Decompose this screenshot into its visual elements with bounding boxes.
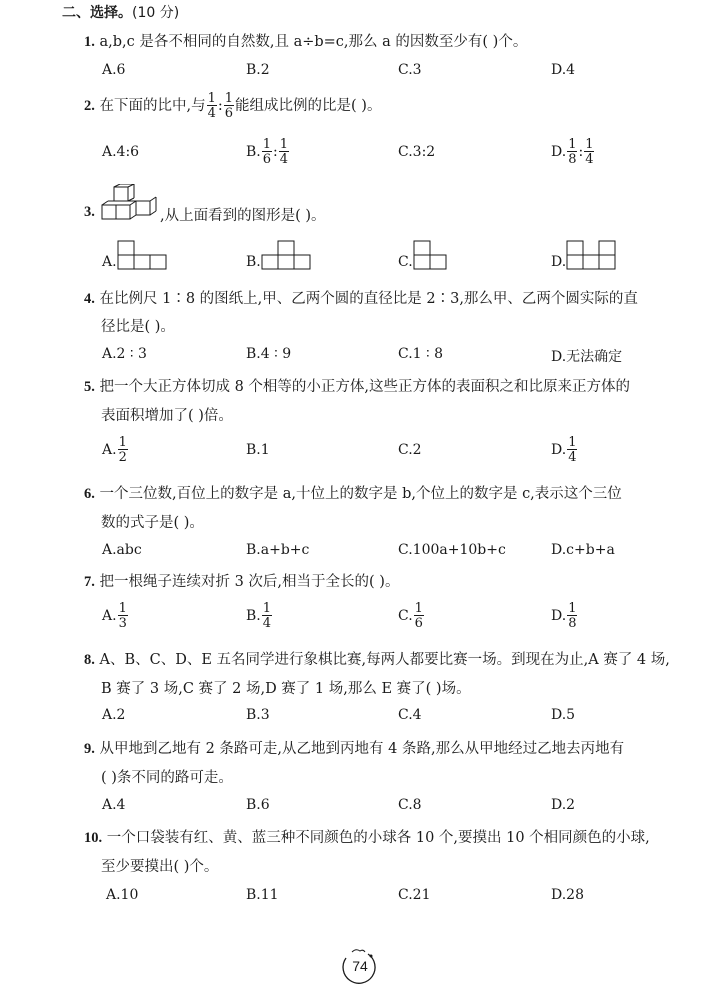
question-text: 从甲地到乙地有 2 条路可走,从乙地到丙地有 4 条路,那么从甲地经过乙地去丙地有 [99, 741, 625, 757]
question-text-line2: B 赛了 3 场,C 赛了 2 场,D 赛了 1 场,那么 E 赛了( )场。 [101, 681, 471, 697]
option-d[interactable]: D.4 [551, 62, 576, 78]
option-d[interactable] [551, 602, 578, 630]
cube-stack-figure [100, 184, 158, 224]
option-label: D. [551, 254, 567, 270]
numerator: 1 [568, 137, 577, 152]
question-number: 6. [84, 486, 95, 502]
question-text-line2: 至少要摸出( )个。 [101, 859, 219, 875]
option-c[interactable]: C.8 [398, 797, 422, 813]
option-b[interactable] [246, 602, 273, 630]
grid-figure-c [413, 240, 447, 270]
option-b[interactable] [246, 240, 311, 270]
option-label: A. [102, 608, 117, 624]
option-a[interactable]: A.2 ∶ 3 [102, 346, 147, 362]
question-number: 5. [84, 379, 95, 395]
option-label: C. [398, 254, 413, 270]
numerator: 1 [224, 91, 234, 106]
option-label: C. [398, 608, 413, 624]
option-a[interactable]: A.10 [106, 887, 139, 903]
fraction [207, 92, 217, 120]
option-b[interactable]: B. $\frac{1}{6}$ : $\frac{1}{4}$ [246, 137, 289, 167]
fraction [262, 138, 272, 166]
numerator: 1 [279, 137, 289, 152]
option-c[interactable]: C.3:2 [398, 144, 436, 160]
option-label: D. [551, 442, 567, 458]
grid-figure-b [261, 240, 311, 270]
numerator: 1 [262, 137, 272, 152]
denominator: 4 [568, 450, 577, 465]
question-text: A、B、C、D、E 五名同学进行象棋比赛,每两人都要比赛一场。到现在为止,A 赛了 4 场, [99, 652, 670, 668]
option-label: B. [246, 144, 261, 160]
question-text: 一个三位数,百位上的数字是 a,十位上的数字是 b,个位上的数字是 c,表示这个三位 [99, 486, 622, 502]
numerator: 1 [118, 601, 127, 616]
question-number: 2. [84, 98, 95, 114]
fraction [414, 602, 424, 630]
denominator: 4 [279, 152, 289, 167]
section-title [62, 2, 179, 22]
numerator: 1 [207, 91, 216, 106]
question-text: 把一根绳子连续对折 3 次后,相当于全长的( )。 [99, 574, 400, 590]
option-c[interactable]: C.1 ∶ 8 [398, 346, 444, 362]
option-d[interactable] [551, 240, 616, 270]
grid-figure-a [117, 240, 167, 270]
fraction [567, 602, 577, 630]
question-text-line2: 数的式子是( )。 [101, 515, 204, 531]
denominator: 4 [262, 616, 272, 631]
question-text-line2: 表面积增加了( )倍。 [101, 408, 233, 424]
option-c[interactable] [398, 240, 447, 270]
question-text-line2: ( )条不同的路可走。 [101, 770, 233, 786]
option-a[interactable] [102, 240, 167, 270]
option-a[interactable]: A.6 [102, 62, 126, 78]
fraction [262, 602, 272, 630]
question-number: 1. [84, 34, 95, 50]
option-b[interactable]: B.3 [246, 707, 270, 723]
numerator: 1 [585, 137, 594, 152]
option-label: A. [102, 254, 117, 270]
option-label: A. [102, 442, 117, 458]
denominator: 6 [224, 106, 234, 121]
worksheet-page: 二、选择。(10 分) 1. a,b,c 是各不相同的自然数,且 a÷b=c,那么 a 的因数至少有( )个。 A.6 B.2 C.3 D.4 2. 在下面的比中,与 $\frac{1}{4}$ : $\frac{1}{6}$ 能组成比例的比是( )。 A.4:6 B. $\frac{1}{6}$ : $\frac{1}{4}$ C.3:2 D. $\frac{1}{8}$ : $\frac{1}{4}$ 3. ,从上面看到的图形是( )。 A. B. C. D. 4. 在比例尺 1∶8 的图纸上,甲、乙两个圆的直径比是 2∶3,那么甲、乙两个圆实际的直 径比是( )。 A.2 ∶ 3 B.4 ∶ 9 C.1 ∶ 8 D.无法确定 5. 把一个大正方体切成 8 个相等的小正方体,这些正方体的表面积之和比原来正方体的 表面积增加了( )倍。 A. $\frac{1}{2}$ B.1 C.2 D. $\frac{1}{4}$ 6. 一个三位数,百位上的数字是 a,十位上的数字是 b,个位上的数字是 c,表示这个三位 数的式子是( )。 A.abc B.a+b+c C.100a+10b+c D.c+b+a 7. 把一根绳子连续对折 3 次后,相当于全长的( )。 A. $\frac{1}{3}$ B. $\frac{1}{4}$ C. $\frac{1}{6}$ D. $\frac{1}{8}$ 8. A、B、C、D、E 五名同学进行象棋比赛,每两人都要比赛一场。到现在为止,A 赛了 4 场, B 赛了 3 场,C 赛了 2 场,D 赛了 1 场,那么 E 赛了( )场。 A.2 B.3 C.4 D.5 9. 从甲地到乙地有 2 条路可走,从乙地到丙地有 4 条路,那么从甲地经过乙地去丙地有 ( )条不同的路可走。 A.4 B.6 C.8 D.2 10. 一个口袋装有红、黄、蓝三种不同颜色的小球各 10 个,要摸出 10 个相同颜色的小球, 至少要摸出( )个。 A.10 B.11 C.21 D.28 74 [0, 0, 723, 992]
denominator: 2 [118, 450, 127, 465]
option-c[interactable]: C.3 [398, 62, 422, 78]
fraction [567, 436, 577, 464]
question-number: 8. [84, 652, 95, 668]
option-label: D. [551, 608, 567, 624]
grid-figure-d [566, 240, 616, 270]
option-d[interactable]: D. $\frac{1}{8}$ : $\frac{1}{4}$ [551, 137, 594, 167]
numerator: 1 [118, 435, 127, 450]
option-b[interactable]: B.11 [246, 887, 279, 903]
fraction [279, 138, 289, 166]
numerator: 1 [568, 435, 577, 450]
option-c[interactable]: C.21 [398, 887, 431, 903]
fraction [118, 436, 128, 464]
option-d[interactable]: D.5 [551, 707, 576, 723]
denominator: 6 [414, 616, 423, 631]
numerator: 1 [262, 601, 272, 616]
section-points: (10 分) [132, 5, 180, 21]
denominator: 6 [262, 152, 272, 167]
option-c[interactable]: C.4 [398, 707, 422, 723]
question-text: 把一个大正方体切成 8 个相等的小正方体,这些正方体的表面积之和比原来正方体的 [99, 379, 631, 395]
fraction [567, 138, 577, 166]
option-a[interactable]: A.4:6 [102, 144, 140, 160]
option-b[interactable]: B.2 [246, 62, 270, 78]
section-title-text: 二、选择。 [62, 5, 132, 21]
question-text: 一个口袋装有红、黄、蓝三种不同颜色的小球各 10 个,要摸出 10 个相同颜色的小球, [106, 830, 650, 846]
denominator: 8 [568, 152, 577, 167]
option-label: D. [551, 144, 567, 160]
question-number: 4. [84, 291, 95, 307]
option-c[interactable] [398, 602, 425, 630]
option-c[interactable]: C.2 [398, 442, 422, 458]
fraction [118, 602, 128, 630]
numerator: 1 [568, 601, 577, 616]
option-b[interactable]: B.1 [246, 442, 270, 458]
question-text: 在比例尺 1∶8 的图纸上,甲、乙两个圆的直径比是 2∶3,那么甲、乙两个圆实际的直 [99, 291, 638, 307]
question-text: 在下面的比中,与 [99, 98, 206, 114]
option-d[interactable]: D.无法确定 [551, 349, 623, 365]
page-number: 74 [352, 958, 368, 974]
denominator: 4 [207, 106, 216, 121]
question-text: a,b,c 是各不相同的自然数,且 a÷b=c,那么 a 的因数至少有( )个。 [99, 34, 528, 50]
fraction [584, 138, 594, 166]
denominator: 8 [568, 616, 577, 631]
option-d[interactable]: D.c+b+a [551, 542, 615, 558]
option-b[interactable]: B.a+b+c [246, 542, 310, 558]
option-label: B. [246, 608, 261, 624]
question-number: 3. [84, 204, 95, 220]
question-text: 能组成比例的比是( )。 [235, 98, 382, 114]
denominator: 4 [585, 152, 594, 167]
option-a[interactable]: A.4 [102, 797, 126, 813]
option-c[interactable]: C.100a+10b+c [398, 542, 506, 558]
option-d[interactable]: D.2 [551, 797, 576, 813]
denominator: 3 [118, 616, 127, 631]
fraction [224, 92, 234, 120]
option-a[interactable]: A.2 [102, 707, 126, 723]
option-b[interactable]: B.4 ∶ 9 [246, 346, 292, 362]
option-a[interactable] [102, 602, 129, 630]
option-a[interactable]: A.abc [102, 542, 142, 558]
question-text: ,从上面看到的图形是( )。 [160, 208, 326, 224]
option-d[interactable] [551, 436, 578, 464]
question-number: 10. [84, 830, 103, 846]
question-text-line2: 径比是( )。 [101, 319, 175, 335]
question-number: 9. [84, 741, 95, 757]
option-d[interactable]: D.28 [551, 887, 584, 903]
option-a[interactable] [102, 436, 129, 464]
option-label: B. [246, 254, 261, 270]
question-number: 7. [84, 574, 95, 590]
numerator: 1 [414, 601, 423, 616]
option-b[interactable]: B.6 [246, 797, 270, 813]
